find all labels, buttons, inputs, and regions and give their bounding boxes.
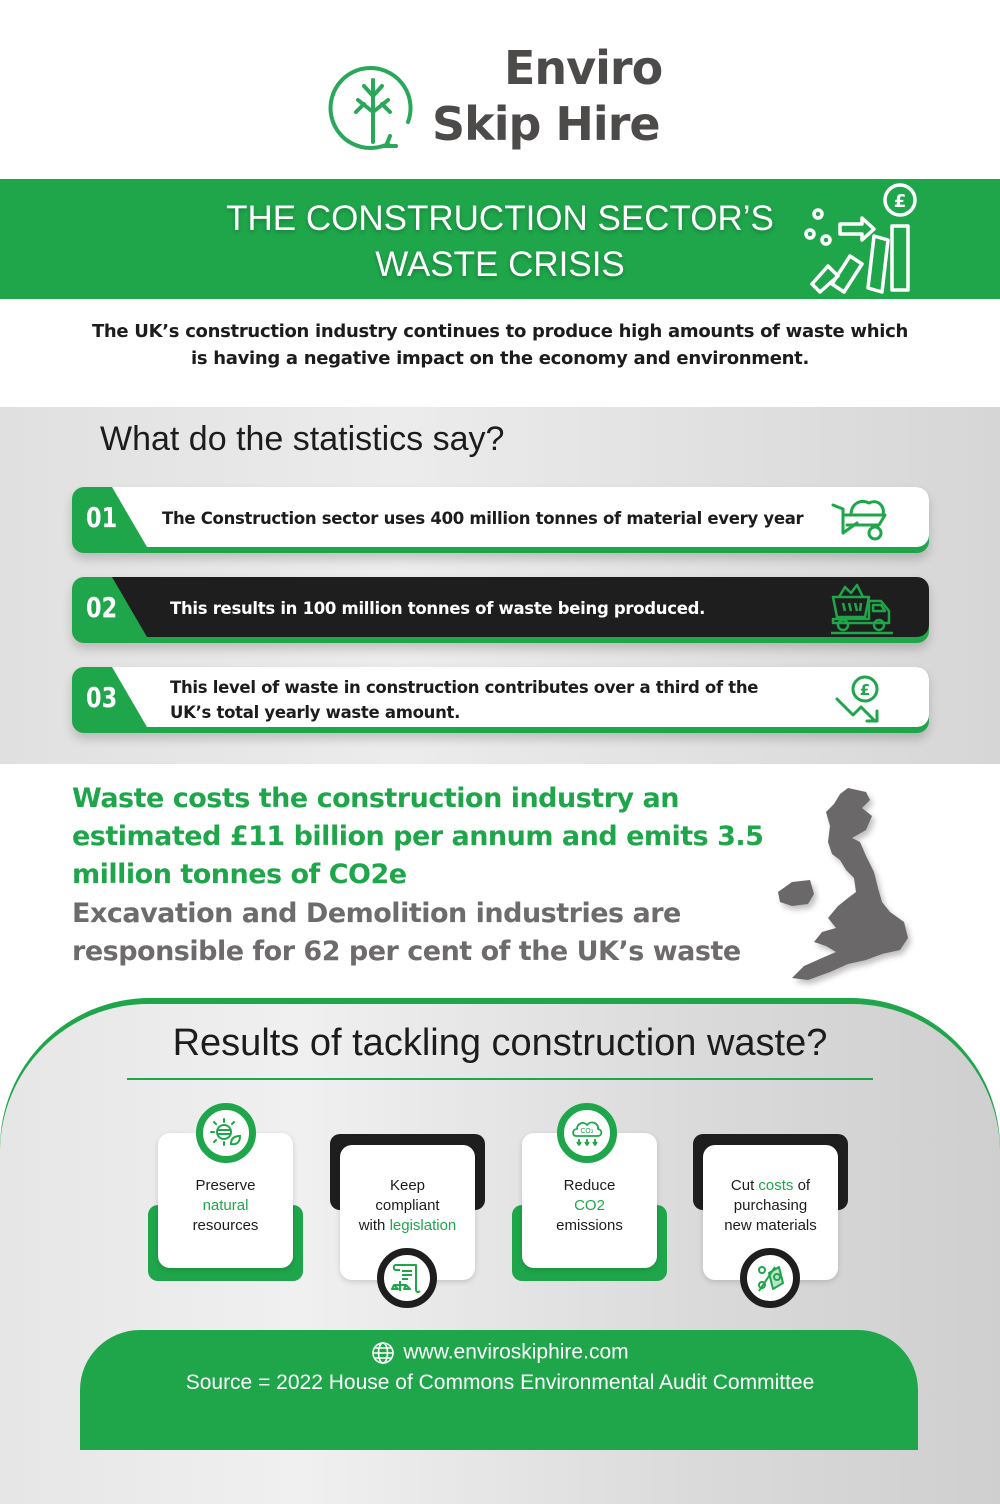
card-text-line: new materials (724, 1217, 817, 1234)
stat-item-01 (72, 487, 929, 553)
svg-text:CO₂: CO₂ (580, 1127, 594, 1135)
waste-cost-line2: estimated £11 billion per annum and emits 3.5 (72, 821, 764, 852)
card-text-part: with (358, 1217, 390, 1234)
demolition-statement (72, 895, 772, 971)
card-text-highlight: CO2 (574, 1197, 605, 1214)
stat-number: 03 (86, 681, 118, 714)
card-text (522, 1176, 657, 1236)
card-text-highlight: costs (758, 1177, 794, 1194)
stat-number: 02 (86, 591, 118, 624)
intro-line1: The UK’s construction industry continues to produce high amounts of waste which (91, 321, 909, 342)
co2-cloud-icon (557, 1103, 617, 1163)
svg-text:£: £ (893, 191, 907, 212)
page-title (200, 196, 800, 288)
legal-scroll-icon (377, 1248, 437, 1308)
website-link[interactable] (0, 1340, 1000, 1365)
stat-item-02 (72, 577, 929, 643)
card-text-line: Keep (389, 1177, 426, 1194)
svg-text:£: £ (859, 681, 871, 699)
card-text (703, 1176, 838, 1236)
brand-name-line1: Enviro (504, 41, 663, 95)
card-text-line: purchasing (733, 1197, 808, 1214)
divider (127, 1078, 873, 1080)
card-text-line: compliant (375, 1197, 440, 1214)
card-text-line: emissions (556, 1217, 623, 1234)
intro-line2: is having a negative impact on the economy and environment. (190, 348, 810, 369)
discount-tag-icon (740, 1248, 800, 1308)
card-text-line: resources (192, 1217, 259, 1234)
brand-name (432, 40, 682, 152)
uk-map-icon (770, 782, 915, 982)
card-text-line: Reduce (563, 1177, 616, 1194)
wheelbarrow-icon (829, 493, 895, 545)
stat-text-line1: This level of waste in construction contributes over a third of the (170, 678, 759, 697)
page-title-line2: WASTE CRISIS (375, 245, 625, 284)
waste-cost-line3: million tonnes of CO2e (72, 859, 407, 890)
globe-icon (371, 1340, 395, 1364)
card-text-part: of (793, 1177, 811, 1194)
stat-number: 01 (86, 501, 118, 534)
card-text-highlight: legislation (389, 1217, 457, 1234)
card-text-part: Cut (730, 1177, 759, 1194)
stat-item-03 (72, 667, 929, 733)
card-text (158, 1176, 293, 1236)
website-url[interactable]: www.enviroskiphire.com (403, 1340, 629, 1364)
waste-cost-line1: Waste costs the construction industry an (72, 783, 679, 814)
stat-text: This results in 100 million tonnes of waste being produced. (170, 599, 706, 618)
pound-decline-icon (829, 673, 895, 725)
card-text-line (340, 1216, 475, 1236)
stat-text: The Construction sector uses 400 million tonnes of material every year (162, 509, 804, 528)
card-text-highlight: natural (202, 1197, 249, 1214)
falling-bars-pound-icon (800, 180, 925, 298)
skip-truck-icon (829, 583, 895, 635)
stat-text (170, 675, 758, 725)
earth-leaf-icon (196, 1103, 256, 1163)
card-text (340, 1176, 475, 1236)
page-title-line1: THE CONSTRUCTION SECTOR’S (226, 199, 774, 238)
logo-icon (328, 62, 418, 152)
demolition-line1: Excavation and Demolition industries are (72, 898, 681, 929)
stats-heading: What do the statistics say? (100, 420, 505, 458)
stat-text-line2: UK’s total yearly waste amount. (170, 703, 461, 722)
waste-cost-statement (72, 780, 772, 894)
card-text-line (703, 1176, 838, 1196)
intro-text (80, 318, 920, 372)
source-citation: Source = 2022 House of Commons Environmental Audit Committee (185, 1371, 815, 1394)
results-heading: Results of tackling construction waste? (172, 1022, 828, 1064)
demolition-line2: responsible for 62 per cent of the UK’s waste (72, 936, 741, 967)
brand-name-line2: Skip Hire (432, 97, 660, 151)
card-text-line: Preserve (195, 1177, 256, 1194)
